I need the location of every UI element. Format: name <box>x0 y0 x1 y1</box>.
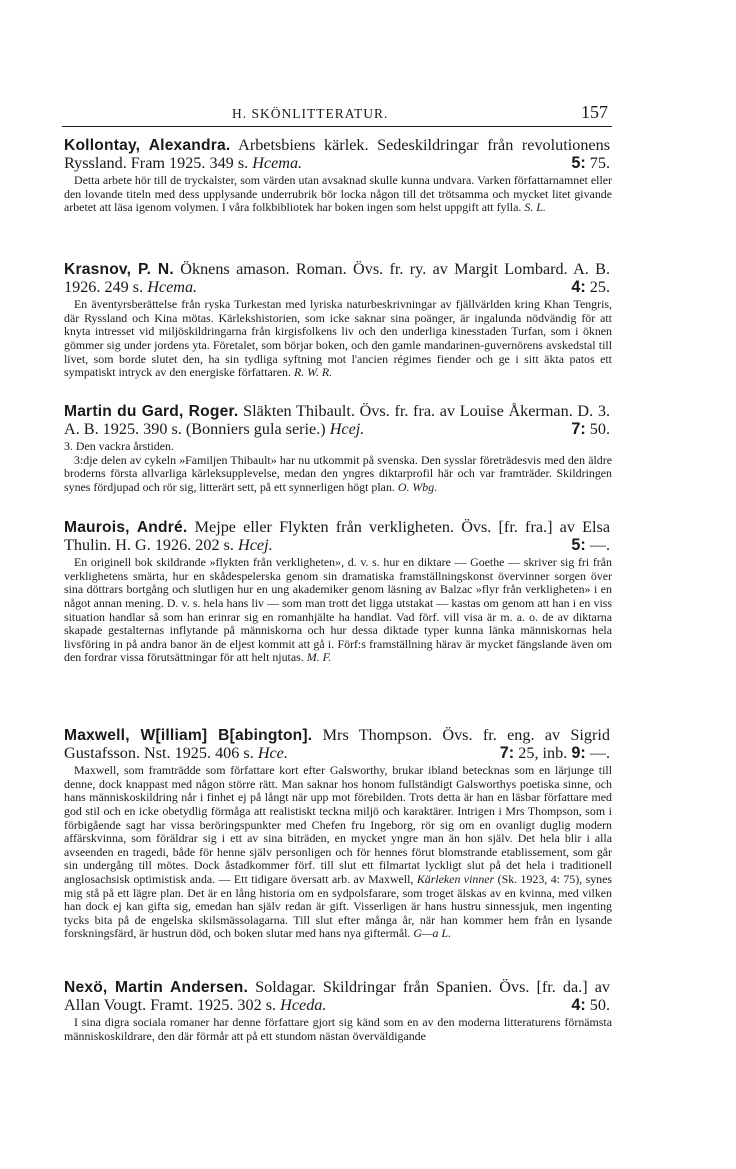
entry-price <box>571 997 610 1015</box>
entry-heading <box>64 727 612 762</box>
reviewer-signature: S. L. <box>524 200 546 215</box>
review-text-continued: (Sk. 1923, 4: 75), synes mig stå på ett lägre plan. Det är en lång historia om en sydpolsfarare, som troget älskas av en kvinna, med vilken han dock ej kan gifta sig, emedan han själv redan är gift. Visserligen är hans hustru sinnessjuk, men ingenting tycks bita på de engelska skilsmässolagarna. Till slut efter många år, när han kommer hem från en lysande forskningsfärd, är hustrun död, och boken slutar med hans nya giftermål. <box>64 871 613 941</box>
entry-review <box>64 298 612 380</box>
classification-mark: Hcej. <box>329 419 365 438</box>
price-value: 7: <box>571 419 586 438</box>
price-fraction: 75. <box>585 153 610 172</box>
entry-title: Öknens amason. Roman. Övs. fr. ry. av Margit Lombard. A. B. 1926. 249 s. <box>64 260 611 296</box>
classification-mark: Hcej. <box>238 535 273 554</box>
classification-mark: Hce. <box>257 743 288 762</box>
entry-review <box>64 174 612 215</box>
entry-price <box>571 537 610 555</box>
entry-heading <box>64 261 612 296</box>
entry-title: Släkten Thibault. Övs. fr. fra. av Louise Åkerman. D. 3. A. B. 1925. 390 s. (Bonniers gula serie.) <box>64 402 610 438</box>
entry-title: Soldagar. Skildringar från Spanien. Övs. [fr. da.] av Allan Vougt. Framt. 1925. 302 s. <box>64 978 610 1014</box>
price-value: 5: <box>571 535 586 554</box>
review-text: En originell bok skildrande »flykten från verkligheten», d. v. s. hur en diktare — Goethe — skriver sig fri från verklighetens smärta, hur en skådespelerska genom sin dramatiska framställningskonst övervinner sorgen över sina döttrars bortgång och slutligen hur en ung akademiker genom läsning av Balzac »flyr från verkligheten» i en något annan mening. D. v. s. hela hans liv — som man trott det ligga utstakat — kastas om genom att han i en viss situation handlar så som han erinrar sig en romanhjälte ha handlat. Vad förf. vill visa är m. a. o. de av diktarna skapade gestalternas inflytande på människorna och hur dessa diktade typer kunna länka människornas hela livsföring in på andra banor än de eljest kommit att gå i. Förf:s framställning härav är mycket fängslande även om den fordrar vissa förutsättningar för att helt njutas. <box>64 555 612 665</box>
page-number: 157 <box>581 102 608 122</box>
entry-review <box>64 764 612 941</box>
entry-price <box>571 155 610 173</box>
review-text: Maxwell, som framträdde som författare kort efter Galsworthy, brukar ibland betecknas som en lärjunge till denne, dock knappast med någon större rätt. Man saknar hos honom fullständigt Galsworthys poetiska sinne, och hans människoskildring når i finhet ej på långt när upp mot förebilden. Trots detta är han en läsbar författare med god stil och en icke obetydlig förmåga att realistiskt teckna miljö och karaktärer. Intrigen i Mrs Thompson, som i förbigående sagt har vissa beröringspunkter med Chefen fru Ingeborg, rör sig om en ovanligt duglig modern affärskvinna, som föräldrar sig i ett av sina biträden, en mycket yngre man än hon själv. Det hela blir i alla avseenden en tragedi, både för henne själv personligen och för hennes förut blomstrande etablissement, som går sin undergång till mötes. Dock åstadkommer förf. till slut ett filmartat lyckligt slut på det hela i traditionell anglosachsisk optimistisk anda. — Ett tidigare översatt arb. av Maxwell, <box>64 763 612 886</box>
classification-mark: Hcema. <box>147 277 198 296</box>
entry-author: Nexö, Martin Andersen. <box>64 979 249 996</box>
reviewer-signature: R. W. R. <box>293 365 333 380</box>
entry-heading <box>64 979 612 1014</box>
entry-title: Mrs Thompson. Övs. fr. eng. av Sigrid Gustafsson. Nst. 1925. 406 s. <box>64 726 610 762</box>
entry-author: Maxwell, W[illiam] B[abington]. <box>64 727 313 744</box>
entry-review <box>64 440 612 494</box>
price-fraction: 50. <box>585 995 610 1014</box>
entry-author: Maurois, André. <box>64 519 188 536</box>
price-fraction: —. <box>585 535 610 554</box>
entry-heading <box>64 519 612 554</box>
reviewer-signature: G—a L. <box>413 926 452 941</box>
entry-price <box>500 745 610 763</box>
entry-maurois <box>64 519 612 715</box>
entry-review <box>64 556 612 665</box>
reviewer-signature: M. F. <box>306 650 332 665</box>
price-value: 4: <box>571 995 586 1014</box>
entry-author: Kollontay, Alexandra. <box>64 137 231 154</box>
page-header <box>62 104 612 127</box>
reviewer-signature: O. Wbg. <box>397 479 438 494</box>
bibliography-entries <box>64 137 612 1051</box>
entry-krasnov <box>64 261 612 391</box>
bound-price-fraction: —. <box>585 743 610 762</box>
entry-maxwell <box>64 727 612 967</box>
entry-author: Martin du Gard, Roger. <box>64 403 239 420</box>
entry-heading <box>64 137 612 172</box>
cited-title: Kärleken vinner <box>416 871 495 886</box>
classification-mark: Hceda. <box>280 995 327 1014</box>
entry-title: Arbetsbiens kärlek. Sedeskildringar från revolutionens Ryssland. Fram 1925. 349 s. <box>64 136 611 172</box>
entry-kollontay <box>64 137 612 249</box>
entry-title: Mejpe eller Flykten från verkligheten. Övs. [fr. fra.] av Elsa Thulin. H. G. 1926. 202 s. <box>64 518 611 554</box>
volume-subtitle: 3. Den vackra årstiden. <box>64 439 174 454</box>
entry-nexo <box>64 978 612 1043</box>
review-text: 3:dje delen av cykeln »Familjen Thibault» har nu utkommit på svenska. Den sysslar företrädesvis med den äldre broderns första allvarliga kärleksupplevelse, medan den yngres diktarprofil här och var framträder. Skildringen synes fördjupad och rör sig, litterärt sett, på ett synnerligen högt plan. <box>64 452 612 494</box>
entry-heading <box>64 403 612 438</box>
review-text: En äventyrsberättelse från ryska Turkestan med lyriska naturbeskrivningar av fjällvärlden kring Khan Tengris, där Ryssland och Kina mötas. Kärlekshistorien, som icke saknar sina poänger, är ingalunda nödvändig för att knyta intresset vid miljöskildringarna från kirgisfolkens liv och den underliga kinesstaden Turfan, som i öknen gömmer sig under jordens yta. Företalet, som börjar boken, och den gamle mandarinen-guvernörens avskedstal till livet, som borde slutet den, ha sin tydliga syftning mot l'ancien régimes fiender och ge i sitt äkta patos ett sympatiskt intryck av den energiske författaren. <box>64 297 612 380</box>
entry-review <box>64 1016 612 1043</box>
price-fraction: 25. <box>585 277 610 296</box>
price-fraction: 50. <box>585 419 610 438</box>
review-text: Detta arbete hör till de tryckalster, som värden utan avsaknad skulle kunna undvara. Varken författarnamnet eller den lovande titeln med dess upplysande underrubrik bör locka någon till det trötsamma och mycket litet givande arbetet att läsa igenom volymen. I våra folkbibliotek har boken ingen som helst uppgift att fylla. <box>64 173 612 215</box>
bound-price-value: 9: <box>571 743 586 762</box>
classification-mark: Hcema. <box>252 153 303 172</box>
review-text: I sina digra sociala romaner har denne författare gjort sig känd som en av den moderna litteraturens förnämsta människoskildrare, den där förmår att på ett stundom nästan överväldigande <box>64 1015 612 1043</box>
running-title: H. SKÖNLITTERATUR. <box>232 106 389 121</box>
price-value: 7: <box>499 743 515 762</box>
entry-price <box>571 421 610 439</box>
price-fraction: 25, inb. <box>514 743 572 762</box>
price-value: 4: <box>571 277 586 296</box>
entry-author: Krasnov, P. N. <box>64 261 174 278</box>
entry-price <box>571 279 610 297</box>
entry-martin-du-gard <box>64 403 612 507</box>
price-value: 5: <box>571 153 586 172</box>
